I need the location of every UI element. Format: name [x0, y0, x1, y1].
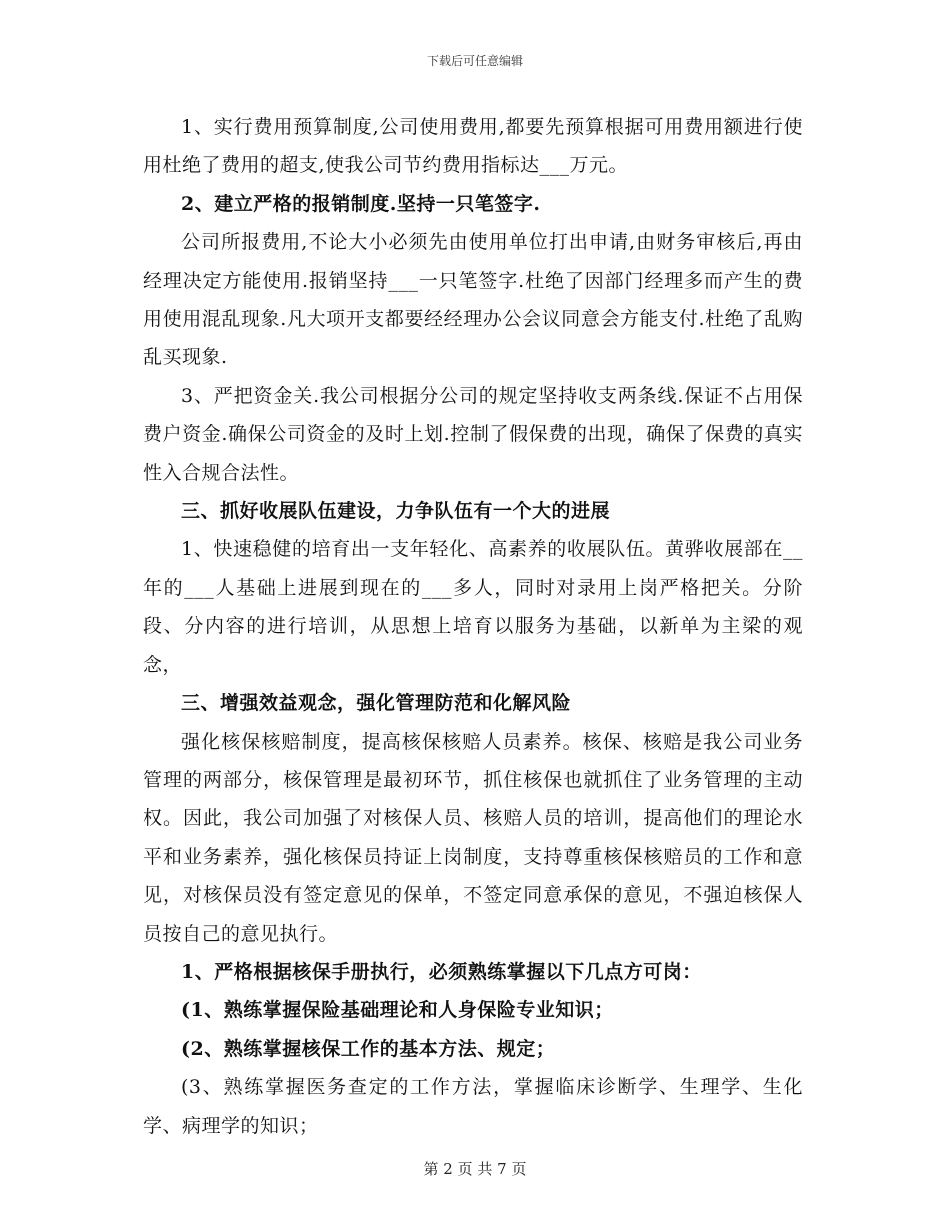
paragraph-5: 强化核保核赔制度，提高核保核赔人员素养。核保、核赔是我公司业务管理的两部分，核保管理是最初环节，抓住核保也就抓住了业务管理的主动权。因此，我公司加强了对核保人员、核赔人员的培训，提高他们的理论水平和业务素养，强化核保员持证上岗制度，支持尊重核保核赔员的工作和意见，对核保员没有签定意见的保单，不签定同意承保的意见，不强迫核保人员按自己的意见执行。 — [143, 730, 803, 945]
paragraph-2: 公司所报费用,不论大小必须先由使用单位打出申请,由财务审核后,再由经理决定方能使用.报销坚持___一只笔签字.杜绝了因部门经理多而产生的费用使用混乱现象.凡大项开支都要经经理办公会议同意会方能支付.杜绝了乱购乱买现象. — [143, 231, 803, 369]
page-header: 下载后可任意编辑 — [426, 54, 523, 68]
heading-team-building: 三、抓好收展队伍建设，力争队伍有一个大的进展 — [181, 500, 611, 523]
paragraph-1: 1、实行费用预算制度,公司使用费用,都要先预算根据可用费用额进行使用杜绝了费用的超支,使我公司节约费用指标达___万元。 — [143, 116, 803, 177]
heading-underwriting-manual: 1、严格根据核保手册执行，必须熟练掌握以下几点方可岗： — [181, 960, 702, 983]
heading-risk-management: 三、增强效益观念，强化管理防范和化解风险 — [181, 692, 572, 715]
paragraph-3: 3、严把资金关.我公司根据分公司的规定坚持收支两条线.保证不占用保费户资金.确保公司资金的及时上划.控制了假保费的出现，确保了保费的真实性入合规合法性。 — [143, 384, 803, 484]
list-item-1: (1、熟练掌握保险基础理论和人身保险专业知识； — [181, 999, 614, 1022]
document-body — [143, 108, 803, 1145]
list-item-2: (2、熟练掌握核保工作的基本方法、规定； — [181, 1037, 556, 1060]
list-item-3: (3、熟练掌握医务查定的工作方法，掌握临床诊断学、生理学、生化学、病理学的知识； — [143, 1076, 803, 1137]
paragraph-4: 1、快速稳健的培育出一支年轻化、高素养的收展队伍。黄骅收展部在__年的___人基础上进展到现在的___多人，同时对录用上岗严格把关。分阶段、分内容的进行培训，从思想上培育以服务为基础，以新单为主梁的观念， — [143, 538, 803, 676]
page-footer: 第 2 页 共 7 页 — [423, 1160, 527, 1178]
heading-reimbursement-system: 2、建立严格的报销制度.坚持一只笔签字. — [181, 192, 541, 215]
